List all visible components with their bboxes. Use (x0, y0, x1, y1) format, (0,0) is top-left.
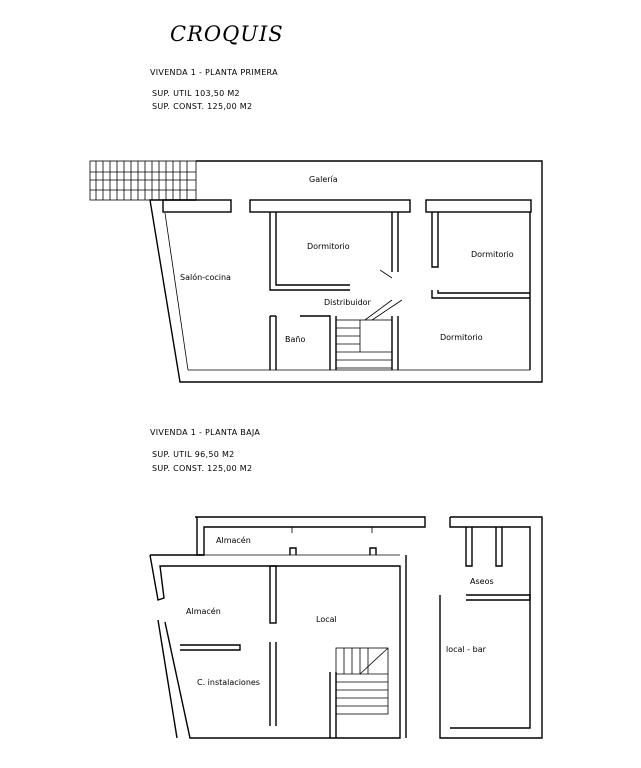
label-living-kitchen: Salón-cocina (180, 273, 231, 282)
upper-floor-plan (90, 161, 542, 382)
label-hall: Distribuidor (324, 298, 371, 307)
label-bathroom: Baño (285, 335, 306, 344)
label-bedroom-2: Dormitorio (471, 250, 514, 259)
label-shop-bar: local - bar (446, 645, 486, 654)
upper-floor-useful-area: SUP. UTIL 103,50 M2 (152, 89, 240, 98)
label-bedroom-1: Dormitorio (307, 242, 350, 251)
ground-floor-heading: VIVENDA 1 - PLANTA BAJA (150, 428, 261, 437)
label-gallery: Galería (309, 175, 338, 184)
label-toilets: Aseos (470, 577, 494, 586)
drawing-title: CROQUIS (170, 22, 284, 46)
label-shop: Local (316, 615, 337, 624)
upper-interior-stair (336, 300, 402, 370)
label-installations: C. instalaciones (197, 678, 260, 687)
exterior-stair (90, 161, 196, 200)
ground-interior-stair (330, 648, 388, 738)
label-storage-left: Almacén (186, 607, 221, 616)
ground-floor-plan (150, 517, 542, 738)
ground-floor-useful-area: SUP. UTIL 96,50 M2 (152, 450, 235, 459)
upper-floor-heading: VIVENDA 1 - PLANTA PRIMERA (150, 68, 278, 77)
label-storage-top: Almacén (216, 536, 251, 545)
label-bedroom-3: Dormitorio (440, 333, 483, 342)
upper-floor-built-area: SUP. CONST. 125,00 M2 (152, 102, 253, 111)
ground-floor-built-area: SUP. CONST. 125,00 M2 (152, 464, 253, 473)
